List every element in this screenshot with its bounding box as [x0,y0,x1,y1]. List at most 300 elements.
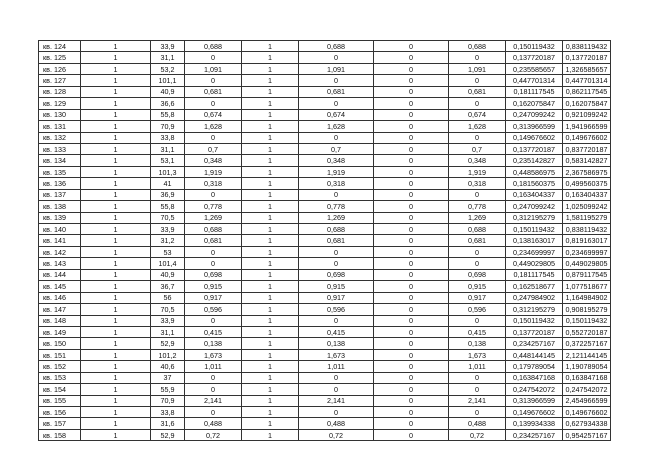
value-cell: 1 [81,349,151,360]
value-cell: 1,091 [449,63,506,74]
value-cell: 0 [299,189,374,200]
value-cell: 1 [81,292,151,303]
value-cell: 1 [81,178,151,189]
value-cell: 0 [374,224,449,235]
value-cell: 1 [242,75,299,86]
value-cell: 1 [242,281,299,292]
value-cell: 1 [242,166,299,177]
value-cell: 0 [185,189,242,200]
value-cell: 0,688 [299,224,374,235]
apartment-label-cell: кв. 147 [39,304,81,315]
table-row [39,326,611,337]
value-cell: 0,688 [299,41,374,52]
value-cell: 0,137720187 [563,52,611,63]
value-cell: 1 [242,41,299,52]
value-cell: 1 [242,235,299,246]
table-row [39,315,611,326]
value-cell: 0 [449,258,506,269]
table-row [39,235,611,246]
value-cell: 0,372257167 [563,338,611,349]
value-cell: 1 [81,372,151,383]
table-row [39,86,611,97]
value-cell: 0,138163017 [506,235,563,246]
value-cell: 1 [242,224,299,235]
value-cell: 33,9 [151,315,185,326]
value-cell: 1 [81,143,151,154]
value-cell: 1 [81,361,151,372]
value-cell: 2,367586975 [563,166,611,177]
table-row [39,109,611,120]
value-cell: 1 [242,361,299,372]
value-cell: 0,688 [185,224,242,235]
apartment-label-cell: кв. 150 [39,338,81,349]
value-cell: 0,318 [299,178,374,189]
value-cell: 1 [242,292,299,303]
value-cell: 0 [374,75,449,86]
value-cell: 0,819163017 [563,235,611,246]
apartment-label-cell: кв. 152 [39,361,81,372]
value-cell: 0,149676602 [506,407,563,418]
apartment-table [38,40,611,441]
value-cell: 33,9 [151,224,185,235]
table-row [39,349,611,360]
value-cell: 0 [185,98,242,109]
value-cell: 0,348 [185,155,242,166]
value-cell: 1 [242,86,299,97]
value-cell: 0 [449,75,506,86]
table-row [39,361,611,372]
value-cell: 0,447701314 [506,75,563,86]
value-cell: 0,415 [299,326,374,337]
value-cell: 0 [185,258,242,269]
apartment-label-cell: кв. 127 [39,75,81,86]
table-row [39,281,611,292]
value-cell: 0,181560375 [506,178,563,189]
value-cell: 0 [374,98,449,109]
value-cell: 1 [81,281,151,292]
value-cell: 1 [242,269,299,280]
value-cell: 0,415 [185,326,242,337]
table-row [39,178,611,189]
value-cell: 0 [374,166,449,177]
value-cell: 0 [185,407,242,418]
value-cell: 0,235585657 [506,63,563,74]
apartment-label-cell: кв. 129 [39,98,81,109]
value-cell: 0 [374,235,449,246]
value-cell: 0,247542072 [506,384,563,395]
value-cell: 0,348 [449,155,506,166]
value-cell: 0 [449,372,506,383]
value-cell: 0 [374,315,449,326]
value-cell: 1,628 [185,121,242,132]
table-row [39,395,611,406]
apartment-label-cell: кв. 156 [39,407,81,418]
value-cell: 0,681 [299,86,374,97]
value-cell: 0,7 [185,143,242,154]
value-cell: 55,8 [151,109,185,120]
value-cell: 1,581195279 [563,212,611,223]
value-cell: 0,72 [185,429,242,440]
value-cell: 56 [151,292,185,303]
apartment-label-cell: кв. 133 [39,143,81,154]
value-cell: 1 [242,178,299,189]
value-cell: 0,488 [449,418,506,429]
value-cell: 33,8 [151,132,185,143]
apartment-label-cell: кв. 154 [39,384,81,395]
value-cell: 1,269 [185,212,242,223]
value-cell: 0 [374,361,449,372]
value-cell: 1,673 [449,349,506,360]
apartment-label-cell: кв. 134 [39,155,81,166]
value-cell: 0,837720187 [563,143,611,154]
value-cell: 36,7 [151,281,185,292]
value-cell: 0,596 [299,304,374,315]
value-cell: 0 [374,109,449,120]
value-cell: 0 [374,269,449,280]
value-cell: 1 [81,418,151,429]
value-cell: 1 [81,132,151,143]
value-cell: 0,778 [185,201,242,212]
value-cell: 52,9 [151,338,185,349]
table-row [39,338,611,349]
value-cell: 0 [185,246,242,257]
value-cell: 0 [299,315,374,326]
value-cell: 0,150119432 [506,224,563,235]
value-cell: 2,141 [299,395,374,406]
table-row [39,224,611,235]
value-cell: 0 [374,52,449,63]
value-cell: 1 [81,189,151,200]
value-cell: 0,415 [449,326,506,337]
value-cell: 1 [81,326,151,337]
value-cell: 0,449029805 [506,258,563,269]
table-row [39,372,611,383]
value-cell: 1 [81,258,151,269]
value-cell: 0 [374,429,449,440]
value-cell: 0 [374,384,449,395]
value-cell: 0 [185,372,242,383]
table-row [39,212,611,223]
value-cell: 31,1 [151,52,185,63]
value-cell: 0,162518677 [506,281,563,292]
value-cell: 1 [242,98,299,109]
value-cell: 0,596 [449,304,506,315]
value-cell: 1,011 [299,361,374,372]
value-cell: 0,499560375 [563,178,611,189]
value-cell: 0 [374,132,449,143]
value-cell: 1 [242,418,299,429]
table-row [39,292,611,303]
apartment-label-cell: кв. 131 [39,121,81,132]
value-cell: 0,234257167 [506,338,563,349]
value-cell: 0,163847168 [563,372,611,383]
value-cell: 1 [81,63,151,74]
value-cell: 1,091 [299,63,374,74]
value-cell: 0,448586975 [506,166,563,177]
value-cell: 1,269 [299,212,374,223]
value-cell: 0,138 [299,338,374,349]
table-row [39,63,611,74]
value-cell: 1 [242,155,299,166]
value-cell: 1 [81,304,151,315]
value-cell: 1 [81,395,151,406]
value-cell: 0,150119432 [506,41,563,52]
value-cell: 1 [242,395,299,406]
value-cell: 0,838119432 [563,224,611,235]
value-cell: 0,908195279 [563,304,611,315]
value-cell: 1,673 [299,349,374,360]
value-cell: 0,915 [185,281,242,292]
table-row [39,418,611,429]
value-cell: 0,552720187 [563,326,611,337]
value-cell: 0,138 [185,338,242,349]
value-cell: 40,9 [151,269,185,280]
value-cell: 0 [299,132,374,143]
value-cell: 1,190789054 [563,361,611,372]
value-cell: 1 [81,98,151,109]
table-row [39,143,611,154]
value-cell: 0,681 [185,86,242,97]
value-cell: 1 [242,326,299,337]
value-cell: 0 [374,63,449,74]
apartment-label-cell: кв. 138 [39,201,81,212]
apartment-label-cell: кв. 146 [39,292,81,303]
value-cell: 101,1 [151,75,185,86]
value-cell: 0 [185,132,242,143]
apartment-label-cell: кв. 157 [39,418,81,429]
value-cell: 0 [299,258,374,269]
value-cell: 1 [242,52,299,63]
value-cell: 1 [81,166,151,177]
value-cell: 37 [151,372,185,383]
value-cell: 0,688 [185,41,242,52]
apartment-label-cell: кв. 125 [39,52,81,63]
value-cell: 0,879117545 [563,269,611,280]
value-cell: 1 [242,304,299,315]
value-cell: 1 [242,132,299,143]
value-cell: 0 [299,407,374,418]
value-cell: 0,681 [449,235,506,246]
apartment-label-cell: кв. 126 [39,63,81,74]
value-cell: 1 [242,212,299,223]
value-cell: 1 [81,52,151,63]
value-cell: 1 [81,201,151,212]
value-cell: 31,6 [151,418,185,429]
value-cell: 0 [374,178,449,189]
table-row [39,407,611,418]
value-cell: 0 [185,52,242,63]
value-cell: 0 [374,121,449,132]
value-cell: 0,449029805 [563,258,611,269]
value-cell: 1 [81,269,151,280]
value-cell: 2,141 [185,395,242,406]
value-cell: 0 [449,52,506,63]
value-cell: 1 [81,384,151,395]
value-cell: 1 [242,372,299,383]
value-cell: 1,919 [185,166,242,177]
value-cell: 0 [374,201,449,212]
apartment-label-cell: кв. 158 [39,429,81,440]
value-cell: 0 [374,143,449,154]
value-cell: 0,596 [185,304,242,315]
value-cell: 0,488 [299,418,374,429]
value-cell: 0,688 [449,41,506,52]
value-cell: 2,121144145 [563,349,611,360]
value-cell: 0 [299,384,374,395]
value-cell: 0 [374,246,449,257]
apartment-label-cell: кв. 141 [39,235,81,246]
apartment-label-cell: кв. 135 [39,166,81,177]
value-cell: 0 [449,98,506,109]
value-cell: 1 [81,338,151,349]
value-cell: 0 [374,395,449,406]
value-cell: 0 [449,246,506,257]
value-cell: 53 [151,246,185,257]
value-cell: 101,2 [151,349,185,360]
apartment-label-cell: кв. 155 [39,395,81,406]
value-cell: 1,326585657 [563,63,611,74]
value-cell: 0 [374,372,449,383]
value-cell: 1 [242,407,299,418]
value-cell: 1 [81,224,151,235]
value-cell: 1 [242,315,299,326]
value-cell: 31,1 [151,326,185,337]
value-cell: 70,5 [151,212,185,223]
value-cell: 0,72 [299,429,374,440]
value-cell: 0 [299,98,374,109]
value-cell: 0,674 [449,109,506,120]
value-cell: 1 [81,246,151,257]
value-cell: 41 [151,178,185,189]
value-cell: 0,137720187 [506,326,563,337]
value-cell: 36,9 [151,189,185,200]
value-cell: 70,9 [151,395,185,406]
value-cell: 0,312195279 [506,212,563,223]
value-cell: 0 [374,407,449,418]
table-row [39,189,611,200]
value-cell: 0 [374,155,449,166]
value-cell: 1 [242,429,299,440]
apartment-label-cell: кв. 143 [39,258,81,269]
apartment-label-cell: кв. 137 [39,189,81,200]
value-cell: 0,448144145 [506,349,563,360]
value-cell: 0 [449,384,506,395]
value-cell: 1 [81,212,151,223]
value-cell: 0,488 [185,418,242,429]
value-cell: 0,312195279 [506,304,563,315]
value-cell: 1 [81,407,151,418]
value-cell: 0,181117545 [506,269,563,280]
value-cell: 0,7 [299,143,374,154]
apartment-label-cell: кв. 124 [39,41,81,52]
value-cell: 1 [242,201,299,212]
value-cell: 0,181117545 [506,86,563,97]
value-cell: 1 [81,75,151,86]
table-row [39,75,611,86]
value-cell: 0,627934338 [563,418,611,429]
value-cell: 40,6 [151,361,185,372]
value-cell: 1 [242,384,299,395]
value-cell: 33,8 [151,407,185,418]
value-cell: 1,628 [299,121,374,132]
value-cell: 0,247542072 [563,384,611,395]
value-cell: 0,162075847 [506,98,563,109]
value-cell: 0 [299,75,374,86]
value-cell: 0 [185,75,242,86]
value-cell: 0 [299,372,374,383]
value-cell: 1,919 [449,166,506,177]
value-cell: 0 [374,338,449,349]
value-cell: 0,234699997 [506,246,563,257]
value-cell: 0,674 [185,109,242,120]
value-cell: 0,318 [449,178,506,189]
table-row [39,52,611,63]
value-cell: 1 [242,246,299,257]
value-cell: 1 [81,429,151,440]
value-cell: 0,681 [185,235,242,246]
table-row [39,429,611,440]
value-cell: 1 [242,63,299,74]
value-cell: 1,091 [185,63,242,74]
value-cell: 1 [242,349,299,360]
value-cell: 0 [374,418,449,429]
apartment-label-cell: кв. 142 [39,246,81,257]
value-cell: 0,247099242 [506,201,563,212]
value-cell: 0,917 [185,292,242,303]
value-cell: 36,6 [151,98,185,109]
value-cell: 0,318 [185,178,242,189]
value-cell: 0 [374,258,449,269]
value-cell: 0,163404337 [506,189,563,200]
value-cell: 1 [81,235,151,246]
value-cell: 33,9 [151,41,185,52]
value-cell: 0,163404337 [563,189,611,200]
table-row [39,166,611,177]
value-cell: 0 [374,304,449,315]
value-cell: 40,9 [151,86,185,97]
value-cell: 0,179789054 [506,361,563,372]
value-cell: 0,915 [449,281,506,292]
table-row [39,132,611,143]
value-cell: 55,8 [151,201,185,212]
table-row [39,258,611,269]
value-cell: 0,149676602 [563,407,611,418]
value-cell: 31,1 [151,143,185,154]
value-cell: 0,917 [449,292,506,303]
apartment-label-cell: кв. 149 [39,326,81,337]
apartment-label-cell: кв. 148 [39,315,81,326]
value-cell: 0,234257167 [506,429,563,440]
value-cell: 0,313966599 [506,121,563,132]
value-cell: 0 [374,326,449,337]
value-cell: 0,7 [449,143,506,154]
value-cell: 0 [374,189,449,200]
value-cell: 0,247984902 [506,292,563,303]
data-sheet [38,40,611,441]
value-cell: 0 [374,281,449,292]
value-cell: 0,917 [299,292,374,303]
apartment-label-cell: кв. 144 [39,269,81,280]
value-cell: 0 [374,41,449,52]
value-cell: 53,2 [151,63,185,74]
value-cell: 1,164984902 [563,292,611,303]
apartment-label-cell: кв. 153 [39,372,81,383]
apartment-label-cell: кв. 139 [39,212,81,223]
value-cell: 1 [242,189,299,200]
value-cell: 1 [81,121,151,132]
table-row [39,121,611,132]
value-cell: 0,583142827 [563,155,611,166]
